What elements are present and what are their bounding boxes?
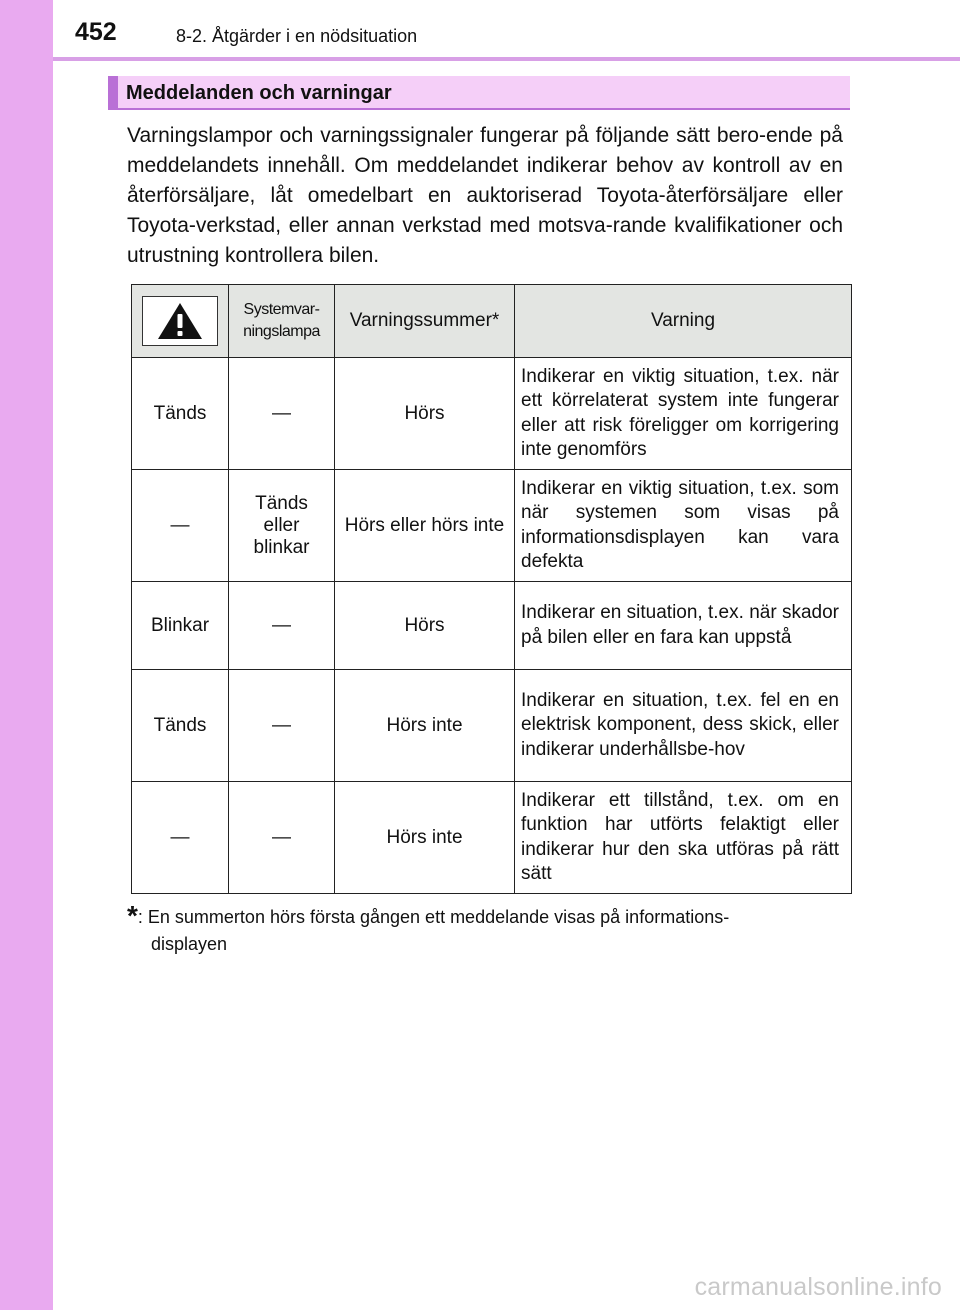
section-heading [108, 76, 850, 110]
table-row [132, 582, 852, 670]
header-rule [53, 57, 960, 61]
header-system-lamp: Systemvar-ningslampa [229, 285, 335, 358]
page-number: 452 [75, 18, 117, 46]
cell-buzzer: Hörs inte [335, 670, 515, 782]
footnote [127, 902, 843, 958]
intro-paragraph: Varningslampor och varningssignaler fungerar på följande sätt bero-ende på meddelandets innehåll. Om meddelandet indikerar behov av kontroll av en återförsäljare, låt omedelbart en auktoriserad Toyota-återförsäljare eller Toyota-verkstad, eller annan verkstad med motsva-rande kvalifikationer och utrustning kontrollera bilen. [127, 124, 843, 267]
cell-warning-icon: Tänds [132, 358, 229, 470]
left-margin-strip [0, 0, 53, 1310]
cell-buzzer: Hörs [335, 582, 515, 670]
warning-triangle-icon [142, 296, 218, 346]
cell-warning-icon: Blinkar [132, 582, 229, 670]
cell-buzzer: Hörs [335, 358, 515, 470]
table-row [132, 670, 852, 782]
watermark: carmanualsonline.info [694, 1273, 942, 1301]
cell-description: Indikerar en viktig situation, t.ex. när ett körrelaterat system inte fungerar eller att risk föreligger om korrigering inte genomförs [515, 358, 852, 470]
footnote-continuation: displayen [151, 934, 228, 954]
table-header-row [132, 285, 852, 358]
cell-description: Indikerar en situation, t.ex. när skador på bilen eller en fara kan uppstå [515, 582, 852, 670]
header-warning: Varning [515, 285, 852, 358]
warning-table [131, 284, 852, 894]
cell-system-lamp: — [229, 670, 335, 782]
header-buzzer: Varningssummer* [335, 285, 515, 358]
table-row [132, 782, 852, 894]
cell-system-lamp: Tänds eller blinkar [229, 470, 335, 582]
cell-system-lamp: — [229, 582, 335, 670]
cell-warning-icon: — [132, 470, 229, 582]
cell-system-lamp: — [229, 358, 335, 470]
cell-description: Indikerar ett tillstånd, t.ex. om en funktion har utförts felaktigt eller indikerar hur den ska utföras på rätt sätt [515, 782, 852, 894]
cell-buzzer: Hörs inte [335, 782, 515, 894]
cell-warning-icon: — [132, 782, 229, 894]
footnote-asterisk: * [127, 900, 138, 931]
cell-warning-icon: Tänds [132, 670, 229, 782]
chapter-title: 8-2. Åtgärder i en nödsituation [176, 26, 418, 46]
table-row [132, 358, 852, 470]
cell-buzzer: Hörs eller hörs inte [335, 470, 515, 582]
footnote-text: : En summerton hörs första gången ett meddelande visas på informations- [137, 907, 730, 927]
table-row [132, 470, 852, 582]
section-heading-text: Meddelanden och varningar [126, 82, 392, 104]
header-warning-icon-cell [132, 285, 229, 358]
cell-system-lamp: — [229, 782, 335, 894]
cell-description: Indikerar en viktig situation, t.ex. som när systemen som visas på informationsdisplayen kan vara defekta [515, 470, 852, 582]
cell-description: Indikerar en situation, t.ex. fel en en elektrisk komponent, dess skick, eller indikerar underhållsbe-hov [515, 670, 852, 782]
